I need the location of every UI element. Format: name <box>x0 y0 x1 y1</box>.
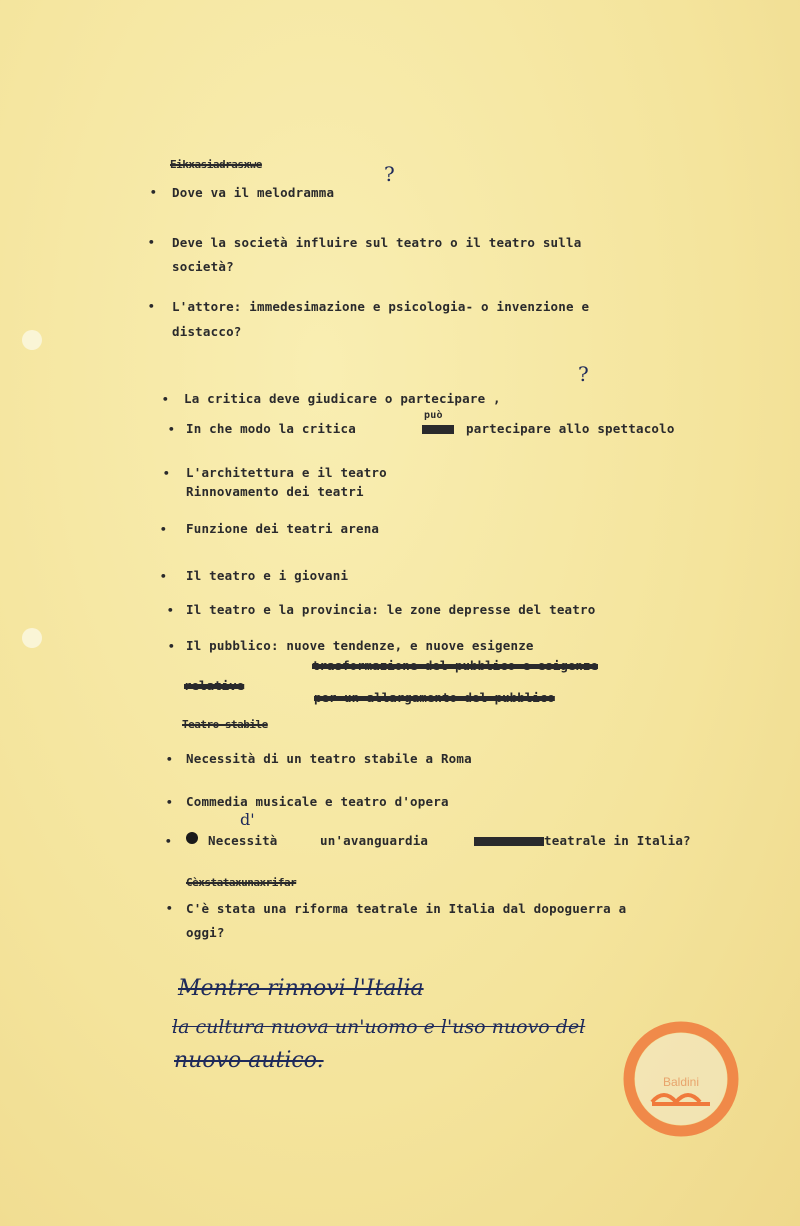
text-line: L'architettura e il teatro <box>186 465 387 480</box>
bullet: • <box>160 523 167 536</box>
bullet: • <box>168 640 175 653</box>
struck-heading: Teatro stabile <box>182 718 268 731</box>
text-line: Il teatro e la provincia: le zone depresse del teatro <box>186 602 596 617</box>
struck-heading: Cèxstataxunaxrifar <box>186 876 297 889</box>
struck-heading: Eikxasiadrasxwe <box>170 158 262 171</box>
struck-word <box>422 425 454 434</box>
bullet: • <box>150 186 157 199</box>
ink-blot <box>186 832 198 844</box>
punch-hole <box>22 330 42 350</box>
bullet: • <box>166 796 173 809</box>
bullet: • <box>166 902 173 915</box>
struck-line: relative <box>184 678 245 693</box>
archive-stamp <box>622 1020 740 1138</box>
text-line: Necessità di un teatro stabile a Roma <box>186 751 472 766</box>
text-line: distacco? <box>172 324 242 339</box>
punch-hole <box>22 628 42 648</box>
text-line: Commedia musicale e teatro d'opera <box>186 794 449 809</box>
bullet: • <box>148 300 155 313</box>
text-line: società? <box>172 259 234 274</box>
text-line: un'avanguardia <box>320 833 429 848</box>
text-line: L'attore: immedesimazione e psicologia- o invenzione e <box>172 299 590 314</box>
text-line: Rinnovamento dei teatri <box>186 484 364 499</box>
text-line: oggi? <box>186 925 225 940</box>
bullet: • <box>148 236 155 249</box>
struck-line: trasformazione del pubblico e esigenze <box>312 658 598 673</box>
bullet: • <box>162 393 169 406</box>
bullet: • <box>165 835 172 848</box>
question-mark-annotation: ? <box>578 362 589 386</box>
correction-insert: può <box>424 410 443 421</box>
text-line: La critica deve giudicare o partecipare , <box>184 391 501 406</box>
text-line: In che modo la critica <box>186 421 356 436</box>
struck-word <box>474 837 544 846</box>
bullet: • <box>168 423 175 436</box>
bullet: • <box>163 467 170 480</box>
handwritten-line: la cultura nuova un'uomo e l'uso nuovo del <box>172 1016 586 1038</box>
bullet: • <box>160 570 167 583</box>
bullet: • <box>167 604 174 617</box>
text-line: Necessità <box>208 833 278 848</box>
bullet: • <box>166 753 173 766</box>
handwritten-correction: d' <box>240 810 255 829</box>
handwritten-line: nuovo autico. <box>174 1048 324 1073</box>
text-line: Deve la società influire sul teatro o il teatro sulla <box>172 235 582 250</box>
text-line: teatrale in Italia? <box>544 833 691 848</box>
text-line: Funzione dei teatri arena <box>186 521 380 536</box>
handwritten-line: Mentre rinnovi l'Italia <box>178 976 424 1001</box>
text-line: Dove va il melodramma <box>172 185 335 200</box>
text-line: C'è stata una riforma teatrale in Italia dal dopoguerra a <box>186 901 627 916</box>
question-mark-annotation: ? <box>384 162 395 186</box>
text-line: Il pubblico: nuove tendenze, e nuove esigenze <box>186 638 534 653</box>
stamp-label: Baldini <box>662 1075 700 1089</box>
struck-line: per un allargamento del pubblico <box>314 690 555 705</box>
text-line: Il teatro e i giovani <box>186 568 349 583</box>
text-line: partecipare allo spettacolo <box>466 421 675 436</box>
